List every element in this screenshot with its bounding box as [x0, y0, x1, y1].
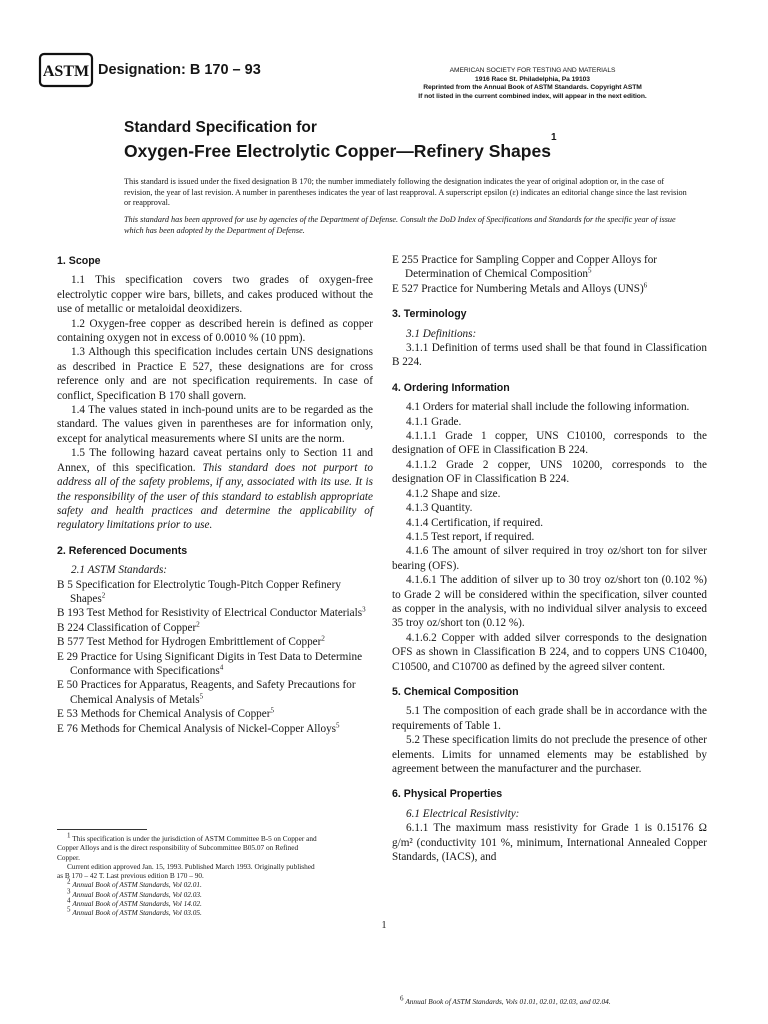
document-title — [124, 117, 557, 163]
paragraph-4-1-6-2: 4.1.6.2 Copper with added silver corresponds to the designation OFS as shown in Classification B 224, and to coppers UNS C10400, C10500, and C10700 as defined by the agreed silver content. — [392, 631, 707, 673]
reference-text: E 53 Methods for Chemical Analysis of Copper — [57, 708, 271, 721]
footnote-divider — [57, 829, 147, 830]
reference-item — [57, 722, 373, 736]
paragraph-1-4: 1.4 The values stated in inch-pound units are to be regarded as the standard. The values given in parentheses are for information only, except for analytical measurements where SI units are the norm. — [57, 404, 373, 445]
title-footnote-ref: 1 — [550, 132, 557, 143]
title-line-2 — [124, 132, 557, 163]
reference-item — [57, 707, 373, 721]
paragraph-6-1-1: 6.1.1 The maximum mass resistivity for Grade 1 is 0.15176 Ω g/m² (conductivity 101 %, minimum, International Annealed Copper Standards, (IACS), and — [392, 822, 707, 864]
reference-footnote: 4 — [219, 663, 224, 672]
title-text: Oxygen-Free Electrolytic Copper—Refinery Shapes — [124, 141, 551, 161]
svg-text:ASTM: ASTM — [42, 63, 90, 80]
reference-text: B 577 Test Method for Hydrogen Embrittlement of Copper — [57, 636, 322, 649]
reference-text: E 255 Practice for Sampling Copper and Copper Alloys for Determination of Chemical Composition — [392, 254, 658, 281]
footnote-2: $^2$ Annual Book of ASTM Standards, Vol 02.01. — [67, 878, 202, 890]
reference-footnote: 5 — [199, 692, 204, 701]
reference-item — [57, 650, 373, 679]
reference-text: E 76 Methods for Chemical Analysis of Nickel-Copper Alloys — [57, 722, 337, 735]
reference-text: E 29 Practice for Using Significant Digits in Test Data to Determine Conformance with Specifications — [57, 650, 363, 677]
reference-text: B 193 Test Method for Resistivity of Electrical Conductor Materials — [57, 607, 363, 620]
paragraph-5-2: 5.2 These specification limits do not preclude the presence of other elements. Limits for unnamed elements may be established by agreement between the manufacturer and the purchaser. — [392, 734, 707, 775]
designation: Designation: B 170 – 93 — [98, 62, 261, 78]
dod-approval-notice: This standard has been approved for use by agencies of the Department of Defense. Consult the DoD Index of Specifications and Standards for the specific year of issue which has been adopted by the Department of Defense. — [124, 215, 676, 235]
reference-item — [57, 621, 373, 635]
reference-item — [57, 635, 373, 649]
footnotes-left — [57, 831, 319, 918]
paragraph-4-1-4: 4.1.4 Certification, if required. — [406, 516, 544, 529]
reference-footnote: 5 — [336, 720, 340, 729]
reference-item — [57, 678, 373, 707]
paragraph-4-1-6-1: 4.1.6.1 The addition of silver up to 30 troy oz/short ton (0.102 %) to Grade 2 will be considered within the specification, silver counted as copper in the analysis, with no individual silver analysis to exceed 35 troy oz/short ton (0.12 %). — [392, 574, 707, 630]
astm-logo — [38, 52, 94, 88]
footnote-4: $^4$ Annual Book of ASTM Standards, Vol 14.02. — [67, 896, 202, 909]
reference-item — [392, 282, 707, 296]
reference-item — [392, 253, 707, 282]
paragraph-4-1-5: 4.1.5 Test report, if required. — [406, 530, 535, 543]
reference-item — [57, 606, 373, 620]
astm-standards-label: 2.1 ASTM Standards: — [71, 564, 168, 577]
reference-text: B 5 Specification for Electrolytic Tough-Pitch Copper Refinery Shapes — [57, 578, 341, 605]
publisher-block — [400, 67, 665, 101]
section-heading-referenced-documents: 2. Referenced Documents — [57, 544, 188, 557]
paragraph-4-1-2: 4.1.2 Shape and size. — [406, 487, 501, 500]
paragraph-5-1: 5.1 The composition of each grade shall be in accordance with the requirements of Table 1. — [392, 705, 707, 732]
reference-item — [57, 578, 373, 607]
reference-footnote: 5 — [270, 706, 274, 715]
footnote-6-text: Annual Book of ASTM Standards, Vols 01.01, 02.01, 02.03, and 02.04. — [405, 997, 611, 1006]
paragraph-3-1-1: 3.1.1 Definition of terms used shall be that found in Classification B 224. — [392, 342, 707, 369]
right-column — [392, 253, 707, 864]
footnote-3: $^3$ Annual Book of ASTM Standards, Vol 02.03. — [67, 887, 202, 899]
section-heading-physical-properties: 6. Physical Properties — [392, 788, 503, 801]
footnote-3-text: Annual Book of ASTM Standards, Vol 02.03. — [72, 889, 202, 899]
page-number: 1 — [381, 920, 387, 931]
reference-text: E 50 Practices for Apparatus, Reagents, and Safety Precautions for Chemical Analysis of Metals — [57, 679, 356, 706]
footnote-4-text: Annual Book of ASTM Standards, Vol 14.02. — [72, 899, 202, 909]
footnote-1-text: This specification is under the jurisdiction of ASTM Committee B-5 on Copper and Copper Alloys and is the direct responsibility of Subcommittee B05.07 on Refined Copper. — [57, 834, 317, 862]
footnote-2-text: Annual Book of ASTM Standards, Vol 02.01. — [72, 880, 202, 890]
safety-caveat: This standard does not purport to address all of the safety problems, if any, associated with its use. It is the responsibility of the user of this standard to establish appropriate safety and health practices and determine the applicability of regulatory limitations prior to use. — [57, 461, 373, 532]
left-column — [57, 254, 373, 736]
issuance-notice: This standard is issued under the fixed designation B 170; the number immediately following the designation indicates the year of original adoption or, in the case of revision, the year of last revision. A number in parentheses indicates the year of last reapproval. A superscript epsilon (ε) indicates an editorial change since the last revision or reapproval. — [124, 177, 687, 208]
paragraph-1-1: 1.1 This specification covers two grades of oxygen-free electrolytic copper wire bars, billets, and cakes produced without the use of metallic or metaloidal deoxidizers. — [57, 274, 373, 316]
reference-footnote: 5 — [588, 266, 592, 275]
publisher-address: 1916 Race St. Philadelphia, Pa 19103 — [475, 75, 590, 83]
paragraph-1-3: 1.3 Although this specification includes certain UNS designations as described in Practice E 527, these designations are for cross reference only and are not specification requirements. In case of conflict, Specification B 170 shall govern. — [57, 346, 373, 402]
title-line-1: Standard Specification for — [124, 119, 317, 136]
paragraph-1-5 — [57, 446, 373, 532]
reference-text: B 224 Classification of Copper — [57, 621, 197, 634]
paragraph-4-1: 4.1 Orders for material shall include the following information. — [406, 401, 690, 414]
paragraph-2-1 — [57, 563, 373, 577]
footnote-1: $^1$ This specification is under the jurisdiction of ASTM Committee B-5 on Copper and Copper Alloys and is the direct responsibility of Subcommittee B05.07 on Refined Copper. — [57, 831, 317, 862]
section-heading-terminology: 3. Terminology — [392, 308, 467, 321]
paragraph-1-5-text: 1.5 The following hazard caveat pertains only to Section 11 and Annex, of this specification. — [57, 447, 373, 474]
footnote-5: $^5$ Annual Book of ASTM Standards, Vol 03.05. — [67, 905, 202, 918]
footnote-5-text: Annual Book of ASTM Standards, Vol 03.05. — [72, 908, 202, 918]
electrical-resistivity-label: 6.1 Electrical Resistivity: — [406, 807, 520, 820]
footnote-6: $^6$ Annual Book of ASTM Standards, Vols 01.01, 02.01, 02.03, and 02.04. — [400, 994, 611, 1006]
definitions-label: 3.1 Definitions: — [406, 327, 477, 340]
reference-text: E 527 Practice for Numbering Metals and Alloys (UNS) — [392, 282, 644, 295]
paragraph-1-2: 1.2 Oxygen-free copper as described herein is defined as copper containing oxygen not in excess of 0.0010 % (10 ppm). — [57, 317, 373, 345]
reference-footnote: 3 — [362, 605, 366, 614]
paragraph-4-1-1-2: 4.1.1.2 Grade 2 copper, UNS 10200, corresponds to the designation OF in Classification B 224. — [392, 458, 707, 486]
reference-footnote: 2 — [321, 634, 325, 643]
section-heading-chemical-composition: 5. Chemical Composition — [392, 685, 519, 698]
paragraph-6-1 — [392, 807, 707, 821]
reference-footnote: 2 — [101, 591, 106, 600]
listing-notice: If not listed in the current combined index, will appear in the next edition. — [418, 92, 647, 100]
section-heading-scope: 1. Scope — [57, 255, 101, 267]
reference-footnote: 6 — [643, 281, 648, 290]
section-heading-ordering-information: 4. Ordering Information — [392, 381, 510, 394]
paragraph-4-1-6: 4.1.6 The amount of silver required in troy oz/short ton for silver bearing (OFS). — [392, 545, 707, 572]
publisher-name: AMERICAN SOCIETY FOR TESTING AND MATERIALS — [449, 67, 616, 74]
paragraph-4-1-3: 4.1.3 Quantity. — [406, 502, 473, 515]
paragraph-3-1 — [392, 327, 707, 341]
paragraph-4-1-1-1: 4.1.1.1 Grade 1 copper, UNS C10100, corresponds to the designation of OFE in Classification B 224. — [392, 430, 707, 457]
reference-footnote: 2 — [196, 620, 200, 629]
footnote-1-edition: Current edition approved Jan. 15, 1993. Published March 1993. Originally published as B 170 – 42 T. Last previous edition B 170 – 90. — [57, 861, 315, 881]
paragraph-4-1-1: 4.1.1 Grade. — [406, 415, 462, 428]
reprint-notice: Reprinted from the Annual Book of ASTM Standards. Copyright ASTM — [423, 84, 642, 92]
